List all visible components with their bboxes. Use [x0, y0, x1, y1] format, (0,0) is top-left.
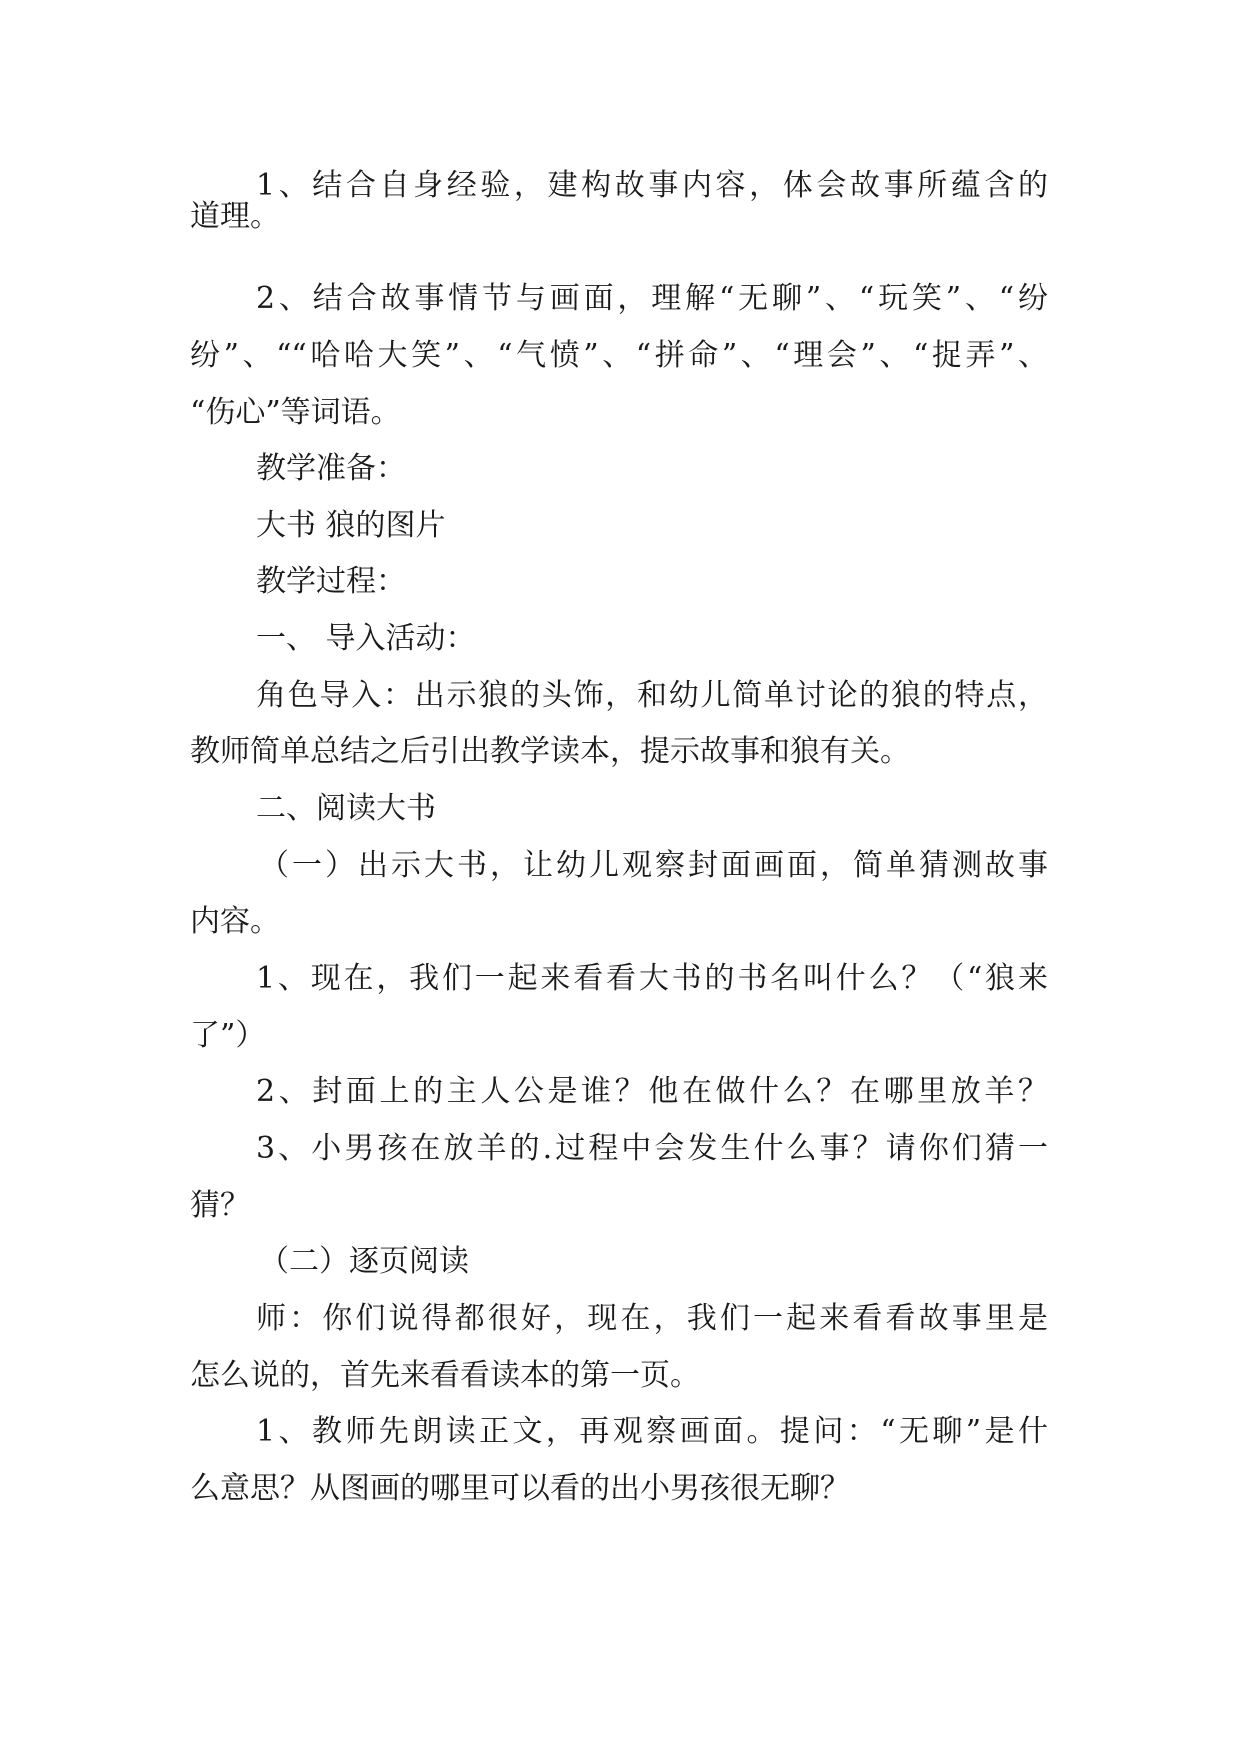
paragraph-line: 了”） — [190, 1018, 266, 1053]
section-heading: 二、阅读大书 — [256, 791, 436, 826]
paragraph-line: 1、现在，我们一起来看看大书的书名叫什么？（“狼来 — [256, 961, 1048, 996]
paragraph-line: 教师简单总结之后引出教学读本，提示故事和狼有关。 — [190, 734, 910, 769]
paragraph-line: 2、结合故事情节与画面，理解“无聊”、“玩笑”、“纷 — [256, 281, 1048, 316]
paragraph-line: 2、封面上的主人公是谁？他在做什么？在哪里放羊？ — [256, 1074, 1048, 1109]
paragraph-line: 师：你们说得都很好，现在，我们一起来看看故事里是 — [256, 1301, 1048, 1336]
paragraph-line: 1、教师先朗读正文，再观察画面。提问：“无聊”是什 — [256, 1414, 1048, 1449]
paragraph-line: 1、结合自身经验，建构故事内容，体会故事所蕴含的 — [256, 168, 1048, 203]
paragraph-line: 么意思？从图画的哪里可以看的出小男孩很无聊？ — [190, 1471, 850, 1506]
paragraph-line: 纷”、““哈哈大笑”、“气愤”、“拼命”、“理会”、“捉弄”、 — [190, 338, 1048, 373]
section-heading: 一、 导入活动： — [256, 621, 476, 656]
section-heading: （二）逐页阅读 — [259, 1244, 469, 1279]
paragraph-line: 道理。 — [190, 199, 280, 234]
paragraph-line: 角色导入：出示狼的头饰，和幼儿简单讨论的狼的特点， — [256, 678, 1048, 713]
paragraph-line: “伤心”等词语。 — [190, 395, 401, 430]
paragraph-line: 内容。 — [190, 904, 280, 939]
paragraph-line: 怎么说的，首先来看看读本的第一页。 — [190, 1358, 700, 1393]
paragraph-line: 猜？ — [190, 1188, 250, 1223]
paragraph-line: （一）出示大书，让幼儿观察封面画面，简单猜测故事 — [259, 848, 1048, 883]
section-heading: 教学过程： — [256, 564, 406, 599]
paragraph-line: 大书 狼的图片 — [256, 508, 446, 543]
paragraph-line: 3、小男孩在放羊的.过程中会发生什么事？请你们猜一 — [256, 1131, 1048, 1166]
section-heading: 教学准备： — [256, 451, 406, 486]
